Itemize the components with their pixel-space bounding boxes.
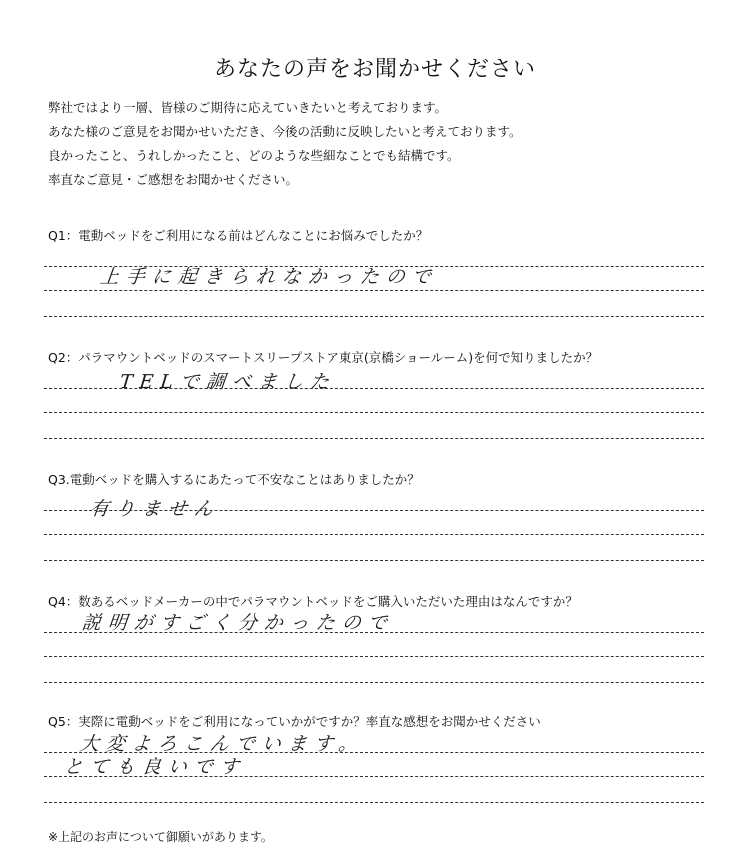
question-5-answer-line-2: とても良いです (62, 756, 248, 778)
answer-line (44, 560, 704, 561)
question-2-label: Q2：パラマウントベッドのスマートスリープストア東京(京橋ショールーム)を何で知りましたか？ (48, 350, 599, 365)
intro-line: あなた様のご意見をお聞かせいただき、今後の活動に反映したいと考えております。 (48, 124, 522, 139)
intro-text (48, 96, 522, 192)
question-3-label: Q3.電動ベッドを購入するにあたって不安なことはありましたか？ (48, 472, 420, 487)
answer-line (44, 266, 704, 267)
question-2-answer: TELで調べました (118, 371, 338, 393)
intro-line: 良かったこと、うれしかったこと、どのような些細なことでも結構です。 (48, 148, 460, 163)
answer-line (44, 632, 704, 633)
question-5-answer-line-1: 大変よろこんでいます。 (78, 733, 366, 755)
answer-line (44, 656, 704, 657)
answer-line (44, 290, 704, 291)
page-title: あなたの声をお聞かせください (213, 57, 536, 82)
answer-line (44, 438, 704, 439)
question-3-answer: 有りません (88, 498, 222, 520)
answer-line (44, 388, 704, 389)
answer-line (44, 412, 704, 413)
answer-line (44, 776, 704, 777)
intro-line: 率直なご意見・ご感想をお聞かせください。 (48, 172, 299, 187)
footer-note: ※上記のお声について御願いがあります。 (48, 830, 273, 844)
intro-line: 弊社ではより一層、皆様のご期待に応えていきたいと考えております。 (48, 100, 448, 115)
question-1-label: Q1：電動ベッドをご利用になる前はどんなことにお悩みでしたか？ (48, 228, 429, 243)
answer-line (44, 510, 704, 511)
question-5-label: Q5：実際に電動ベッドをご利用になっていかがですか？率直な感想をお聞かせください (48, 714, 541, 729)
answer-line (44, 752, 704, 753)
question-4-label: Q4：数あるベッドメーカーの中でパラマウントベッドをご購入いただいた理由はなんですか？ (48, 594, 578, 609)
question-4-answer: 説明がすごく分かったので (80, 612, 396, 634)
answer-line (44, 534, 704, 535)
answer-line (44, 802, 704, 803)
answer-line (44, 316, 704, 317)
question-1-answer: 上手に起きられなかったので (98, 266, 440, 288)
answer-line (44, 682, 704, 683)
